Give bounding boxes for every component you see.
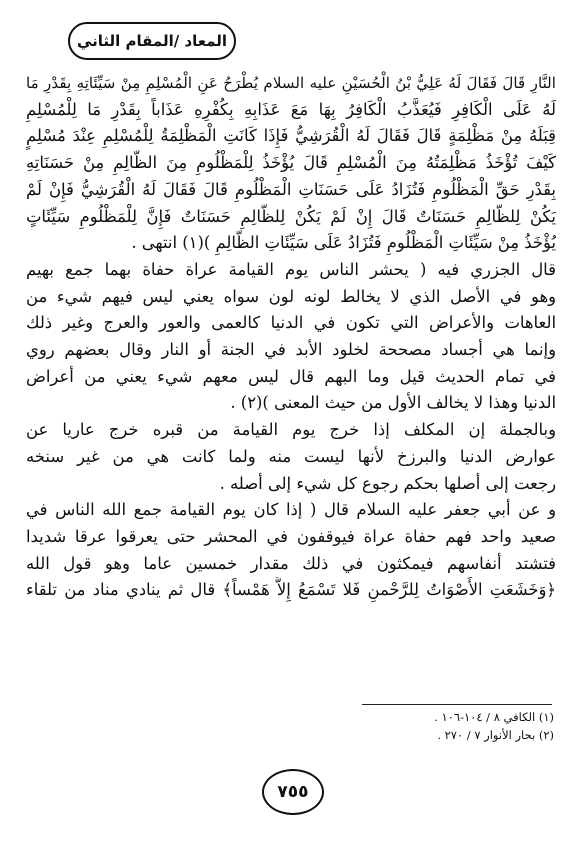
footnote: (١) الكافي ٨ / ١٠٤-١٠٦ .: [434, 710, 554, 724]
body-line: في تمام الحديث قيل وما البهم قال ليس معهم شيء يعني من أعراض: [26, 366, 556, 386]
page-number-text: ٧٥٥: [277, 782, 309, 802]
body-line: ﴿وَخَشَعَتِ الأَصْوَاتُ لِلرَّحْمنِ فَلا تَسْمَعُ إِلاَّ هَمْساً﴾ قال ثم ينادي مناد من تلقاء: [26, 580, 556, 600]
body-line: لَهُ عَلَى الْكَافِرِ فَيُعَذَّبُ الْكَافِرُ بِهَا مَعَ عَذَابِهِ بِكُفْرِهِ عَذَاباً بِقَدْرِ مَا لِلْمُسْلِمِ: [26, 99, 556, 119]
footnote-separator: [362, 704, 552, 705]
body-line: العاهات والأعراض التي تكون في الدنيا كالعمى والعور والعرج وغير ذلك: [26, 313, 556, 333]
body-line: النَّارِ قَالَ فَقَالَ لَهُ عَلِيُّ بْنُ الْحُسَيْنِ عليه السلام يُطْرَحُ عَنِ الْمُسْلِمِ مِنْ سَيِّئَاتِهِ بِقَدْرِ مَا: [26, 74, 556, 92]
body-line: و عن أبي جعفر عليه السلام قال ( إذا كان يوم القيامة جمع الله الناس في: [26, 500, 556, 520]
footnote: (٢) بحار الأنوار ٧ / ٢٧٠ .: [437, 728, 554, 742]
running-header: [68, 22, 236, 60]
body-line: كَيْفَ تُؤْخَذُ مَظْلِمَتُهُ مِنَ الْمُسْلِمِ قَالَ يُؤْخَذُ لِلْمَظْلُومِ مِنَ الظَّالِمِ مِنْ حَسَنَاتِهِ: [26, 153, 556, 173]
body-line: بِقَدْرِ حَقِّ الْمَظْلُومِ فَتُزَادُ عَلَى حَسَنَاتِ الْمَظْلُومِ قَالَ فَقَالَ لَهُ الْقُرَشِيُّ فَإِنْ لَمْ: [26, 179, 556, 199]
page-number: [262, 769, 324, 815]
body-line: يَكُنْ لِلظَّالِمِ حَسَنَاتٌ قَالَ إِنْ لَمْ يَكُنْ لِلظَّالِمِ حَسَنَاتٌ فَإِنَّ لِلْمَظْلُومِ سَيِّئَاتٍ: [26, 206, 556, 226]
body-line: وإنما هي أجساد مصححة لخلود الأبد في الجنة أو النار وقال بعضهم روي: [26, 340, 556, 360]
body-line: الدنيا وهذا لا يخالف الأول من حيث المعنى )(٢) .: [230, 393, 556, 413]
header-title: المعاد /المقام الثاني: [76, 32, 228, 50]
footnotes: [26, 708, 554, 744]
body-text: [26, 70, 556, 604]
body-line: قال الجزري فيه ( يحشر الناس يوم القيامة عراة حفاة بهما جمع بهيم: [26, 259, 556, 279]
body-line: رجعت إلى أصلها بحكم رجوع كل شيء إلى أصله .: [219, 473, 556, 493]
body-line: فتشتد أنفاسهم فيمكثون في ذلك مقدار خمسين عاما وهو قول الله: [26, 553, 556, 573]
body-line: قِبَلَهُ مِنْ مَظْلِمَةٍ قَالَ فَقَالَ لَهُ الْقُرَشِيُّ فَإِذَا كَانَتِ الْمَظْلِمَةُ لِلْمُسْلِمِ عِنْدَ مُسْلِمٍ: [26, 126, 556, 146]
body-line: يُؤْخَذُ مِنْ سَيِّئَاتِ الْمَظْلُومِ فَتُزَادُ عَلَى سَيِّئَاتِ الظَّالِمِ )(١) انتهى .: [131, 233, 556, 253]
body-line: عوارض الدنيا والبرزخ لأنها ليست منه ولما كانت هي من غير سنخه: [26, 446, 556, 466]
body-line: وهو في الأصل الذي لا يخالط لونه لون سواه يعني ليس فيهم شيء من: [26, 286, 556, 306]
body-line: صعيد واحد فهم حفاة عراة فيوقفون في المحشر حتى يعرقوا عرقا شديدا: [26, 526, 556, 546]
body-line: وبالجملة إن المكلف إذا خرج يوم القيامة من قبره خرج عاريا عن: [26, 420, 556, 440]
